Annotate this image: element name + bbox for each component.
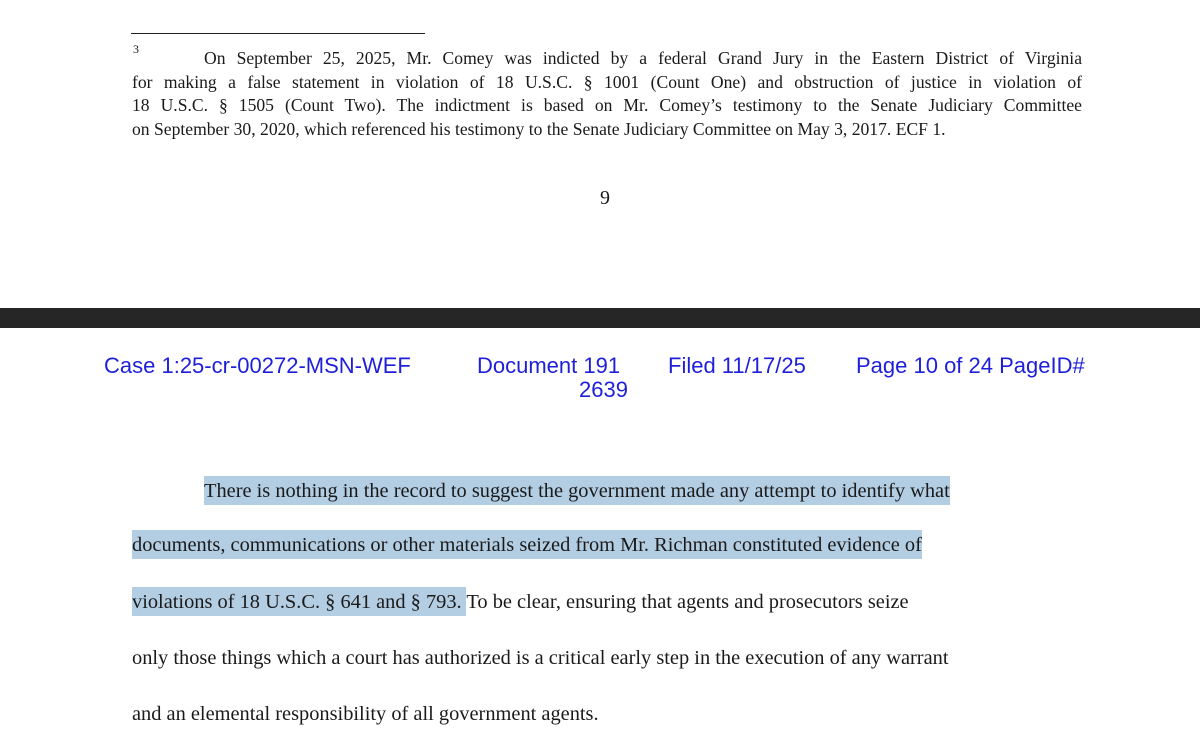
page-number: 9 — [600, 187, 610, 209]
body-line-4: only those things which a court has authorized is a critical early step in the execution of any warrant — [132, 647, 949, 669]
highlighted-text[interactable]: violations of 18 U.S.C. § 641 and § 793. — [132, 587, 466, 616]
footnote-marker: 3 — [133, 42, 139, 56]
footnote-line-4: on September 30, 2020, which referenced his testimony to the Senate Judiciary Committee on May 3, 2017. ECF 1. — [132, 118, 946, 139]
ecf-case-number: Case 1:25-cr-00272-MSN-WEF — [104, 353, 411, 378]
page-separator — [0, 308, 1200, 328]
ecf-page-id: 2639 — [579, 377, 628, 402]
footnote — [132, 47, 1082, 141]
ecf-filed-date: Filed 11/17/25 — [668, 353, 806, 378]
footnote-separator-rule — [131, 33, 425, 34]
footnote-line-1: On September 25, 2025, Mr. Comey was indicted by a federal Grand Jury in the Eastern District of Virginia — [204, 48, 1082, 68]
footnote-line-2: for making a false statement in violation of 18 U.S.C. § 1001 (Count One) and obstruction of justice in violation of — [132, 71, 1082, 92]
ecf-page-count: Page 10 of 24 PageID# — [856, 353, 1085, 378]
body-line-2 — [132, 533, 1080, 557]
ecf-document-number: Document 191 — [477, 353, 621, 378]
highlighted-text[interactable]: documents, communications or other materials seized from Mr. Richman constituted evidence of — [132, 530, 922, 559]
body-line-5: and an elemental responsibility of all government agents. — [132, 703, 599, 725]
body-line-3 — [132, 590, 1080, 614]
body-text-segment: To be clear, ensuring that agents and prosecutors seize — [466, 591, 909, 613]
highlighted-text[interactable]: There is nothing in the record to suggest the government made any attempt to identify what — [204, 476, 950, 505]
body-line-1 — [132, 479, 1080, 503]
previous-page — [0, 0, 1200, 308]
footnote-line-3: 18 U.S.C. § 1505 (Count Two). The indictment is based on Mr. Comey’s testimony to the Senate Judiciary Committee — [132, 95, 1082, 116]
